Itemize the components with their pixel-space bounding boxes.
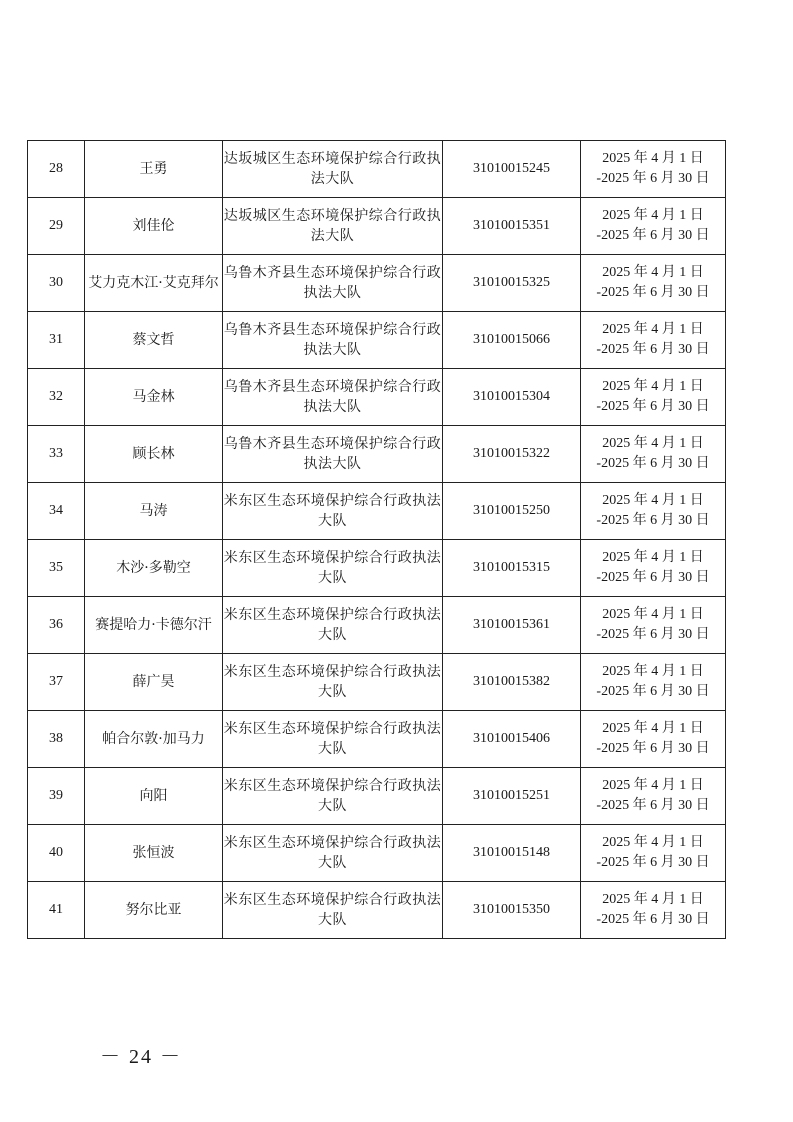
certificate-number: 31010015351 bbox=[443, 198, 581, 255]
validity-start: 2025 年 4 月 1 日 bbox=[602, 607, 704, 622]
certificate-number: 31010015382 bbox=[443, 654, 581, 711]
person-name: 马涛 bbox=[85, 483, 223, 540]
table-row bbox=[28, 312, 726, 369]
certificate-number: 31010015148 bbox=[443, 825, 581, 882]
certificate-number: 31010015066 bbox=[443, 312, 581, 369]
table-row bbox=[28, 483, 726, 540]
certificate-number: 31010015361 bbox=[443, 597, 581, 654]
certificate-number: 31010015315 bbox=[443, 540, 581, 597]
table-row bbox=[28, 255, 726, 312]
person-name: 艾力克木江·艾克拜尔 bbox=[85, 255, 223, 312]
table-row bbox=[28, 711, 726, 768]
row-number: 40 bbox=[28, 825, 85, 882]
row-number: 29 bbox=[28, 198, 85, 255]
unit-name: 米东区生态环境保护综合行政执法大队 bbox=[223, 711, 443, 768]
unit-name: 米东区生态环境保护综合行政执法大队 bbox=[223, 654, 443, 711]
person-name: 张恒波 bbox=[85, 825, 223, 882]
validity-end: -2025 年 6 月 30 日 bbox=[596, 912, 710, 927]
certificate-number: 31010015251 bbox=[443, 768, 581, 825]
certificate-number: 31010015250 bbox=[443, 483, 581, 540]
certificate-number: 31010015304 bbox=[443, 369, 581, 426]
unit-name: 米东区生态环境保护综合行政执法大队 bbox=[223, 882, 443, 939]
row-number: 35 bbox=[28, 540, 85, 597]
validity-start: 2025 年 4 月 1 日 bbox=[602, 550, 704, 565]
person-name: 木沙·多勒空 bbox=[85, 540, 223, 597]
validity-end: -2025 年 6 月 30 日 bbox=[596, 855, 710, 870]
certificate-number: 31010015322 bbox=[443, 426, 581, 483]
row-number: 41 bbox=[28, 882, 85, 939]
validity-end: -2025 年 6 月 30 日 bbox=[596, 285, 710, 300]
validity-end: -2025 年 6 月 30 日 bbox=[596, 570, 710, 585]
validity-end: -2025 年 6 月 30 日 bbox=[596, 684, 710, 699]
row-number: 28 bbox=[28, 141, 85, 198]
unit-name: 米东区生态环境保护综合行政执法大队 bbox=[223, 597, 443, 654]
validity-period bbox=[581, 255, 726, 312]
validity-period bbox=[581, 597, 726, 654]
validity-start: 2025 年 4 月 1 日 bbox=[602, 778, 704, 793]
validity-period bbox=[581, 654, 726, 711]
row-number: 33 bbox=[28, 426, 85, 483]
row-number: 34 bbox=[28, 483, 85, 540]
row-number: 37 bbox=[28, 654, 85, 711]
validity-start: 2025 年 4 月 1 日 bbox=[602, 265, 704, 280]
person-name: 顾长林 bbox=[85, 426, 223, 483]
person-name: 帕合尔敦·加马力 bbox=[85, 711, 223, 768]
certificate-number: 31010015245 bbox=[443, 141, 581, 198]
unit-name: 乌鲁木齐县生态环境保护综合行政执法大队 bbox=[223, 255, 443, 312]
unit-name: 米东区生态环境保护综合行政执法大队 bbox=[223, 768, 443, 825]
unit-name: 乌鲁木齐县生态环境保护综合行政执法大队 bbox=[223, 426, 443, 483]
table-row bbox=[28, 882, 726, 939]
validity-period bbox=[581, 825, 726, 882]
unit-name: 乌鲁木齐县生态环境保护综合行政执法大队 bbox=[223, 369, 443, 426]
validity-start: 2025 年 4 月 1 日 bbox=[602, 379, 704, 394]
unit-name: 达坂城区生态环境保护综合行政执法大队 bbox=[223, 141, 443, 198]
validity-period bbox=[581, 198, 726, 255]
unit-name: 米东区生态环境保护综合行政执法大队 bbox=[223, 540, 443, 597]
certificate-number: 31010015406 bbox=[443, 711, 581, 768]
table-row bbox=[28, 198, 726, 255]
unit-name: 米东区生态环境保护综合行政执法大队 bbox=[223, 825, 443, 882]
personnel-table bbox=[27, 140, 726, 939]
validity-start: 2025 年 4 月 1 日 bbox=[602, 436, 704, 451]
person-name: 努尔比亚 bbox=[85, 882, 223, 939]
unit-name: 米东区生态环境保护综合行政执法大队 bbox=[223, 483, 443, 540]
table-row bbox=[28, 825, 726, 882]
person-name: 薛广昊 bbox=[85, 654, 223, 711]
validity-period bbox=[581, 369, 726, 426]
validity-end: -2025 年 6 月 30 日 bbox=[596, 741, 710, 756]
row-number: 36 bbox=[28, 597, 85, 654]
validity-start: 2025 年 4 月 1 日 bbox=[602, 493, 704, 508]
validity-period bbox=[581, 882, 726, 939]
row-number: 38 bbox=[28, 711, 85, 768]
validity-end: -2025 年 6 月 30 日 bbox=[596, 798, 710, 813]
person-name: 马金林 bbox=[85, 369, 223, 426]
certificate-number: 31010015325 bbox=[443, 255, 581, 312]
certificate-number: 31010015350 bbox=[443, 882, 581, 939]
validity-start: 2025 年 4 月 1 日 bbox=[602, 892, 704, 907]
validity-period bbox=[581, 426, 726, 483]
validity-end: -2025 年 6 月 30 日 bbox=[596, 513, 710, 528]
validity-start: 2025 年 4 月 1 日 bbox=[602, 208, 704, 223]
validity-start: 2025 年 4 月 1 日 bbox=[602, 151, 704, 166]
table-row bbox=[28, 540, 726, 597]
table-row bbox=[28, 597, 726, 654]
validity-end: -2025 年 6 月 30 日 bbox=[596, 228, 710, 243]
validity-end: -2025 年 6 月 30 日 bbox=[596, 627, 710, 642]
validity-period bbox=[581, 483, 726, 540]
table-row bbox=[28, 654, 726, 711]
row-number: 31 bbox=[28, 312, 85, 369]
validity-start: 2025 年 4 月 1 日 bbox=[602, 721, 704, 736]
validity-start: 2025 年 4 月 1 日 bbox=[602, 664, 704, 679]
person-name: 蔡文哲 bbox=[85, 312, 223, 369]
validity-period bbox=[581, 540, 726, 597]
validity-end: -2025 年 6 月 30 日 bbox=[596, 399, 710, 414]
validity-end: -2025 年 6 月 30 日 bbox=[596, 342, 710, 357]
validity-period bbox=[581, 312, 726, 369]
validity-end: -2025 年 6 月 30 日 bbox=[596, 171, 710, 186]
person-name: 王勇 bbox=[85, 141, 223, 198]
person-name: 向阳 bbox=[85, 768, 223, 825]
unit-name: 乌鲁木齐县生态环境保护综合行政执法大队 bbox=[223, 312, 443, 369]
row-number: 30 bbox=[28, 255, 85, 312]
table-body bbox=[28, 141, 726, 939]
validity-end: -2025 年 6 月 30 日 bbox=[596, 456, 710, 471]
validity-start: 2025 年 4 月 1 日 bbox=[602, 835, 704, 850]
table-row bbox=[28, 426, 726, 483]
unit-name: 达坂城区生态环境保护综合行政执法大队 bbox=[223, 198, 443, 255]
table-row bbox=[28, 369, 726, 426]
person-name: 赛提哈力·卡德尔汗 bbox=[85, 597, 223, 654]
validity-period bbox=[581, 711, 726, 768]
page-number: － 24 － bbox=[100, 1046, 182, 1068]
person-name: 刘佳伦 bbox=[85, 198, 223, 255]
validity-period bbox=[581, 141, 726, 198]
validity-period bbox=[581, 768, 726, 825]
table-row bbox=[28, 768, 726, 825]
validity-start: 2025 年 4 月 1 日 bbox=[602, 322, 704, 337]
row-number: 32 bbox=[28, 369, 85, 426]
table-row bbox=[28, 141, 726, 198]
row-number: 39 bbox=[28, 768, 85, 825]
